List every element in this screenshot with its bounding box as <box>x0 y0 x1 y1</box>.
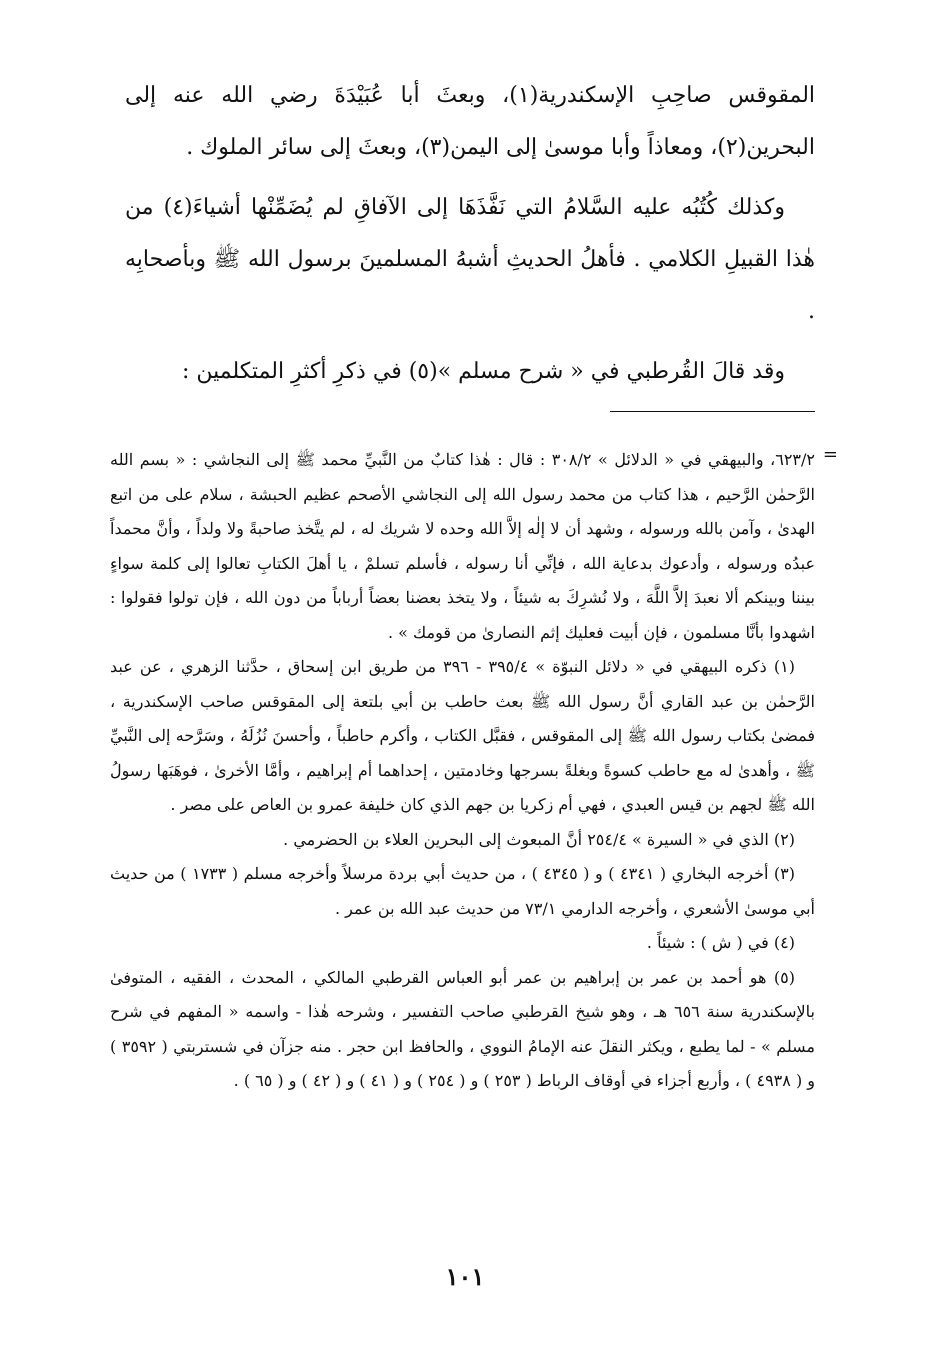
footnote-4: (٤) في ( ش ) : شيئاً . <box>646 933 795 952</box>
footnote-2: (٢) الذي في « السيرة » ٢٥٤/٤ أنَّ المبعوث إلى البحرين العلاء بن الحضرمي . <box>283 829 795 849</box>
footnote-divider <box>610 411 815 412</box>
footnote-continuation-mark: = <box>822 444 838 465</box>
footnote-1: (١) ذكره البيهقي في « دلائل النبوّة » ٣٩٥/٤ - ٣٩٦ من طريق ابن إسحاق ، حدَّثنا الزهري ، عن عبد الرَّحمٰن بن عبد القاري أنَّ رسول الله ﷺ بعث حاطب بن أبي بلتعة إلى المقوقس صاحب الإسكندرية ، فمضىٰ بكتاب رسول الله ﷺ إلى المقوقس ، فقبَّل الكتاب ، وأكرم حاطباً ، وأحسنَ نُزُلَهُ ، وسَرَّحه إلى النَّبيِّ ﷺ ، وأهدىٰ له مع حاطب كسوةً وبغلةً بسرجها وخادمتين ، إحداهما أم إبراهيم ، وأمَّا الأخرىٰ ، فوهَبَها رسولُ الله ﷺ لجهم بن قيس العبدي ، فهي أم زكريا بن جهم الذي كان خليفة عمرو بن العاص على مصر . <box>110 657 815 814</box>
footnote-5: (٥) هو أحمد بن عمر بن إبراهيم بن عمر أبو العباس القرطبي المالكي ، المحدث ، الفقيه ، المتوفىٰ بالإسكندرية سنة ٦٥٦ هـ ، وهو شيخ القرطبي صاحب التفسير ، وشرحه هٰذا - واسمه « المفهم في شرح مسلم » - لما يطبع ، ويكثر النقلَ عنه الإمامُ النووي ، والحافظ ابن حجر . منه جزآن في شستربتي ( ٣٥٩٢ ) و ( ٤٩٣٨ ) ، وأربع أجزاء في أوقاف الرباط ( ٢٥٣ ) و ( ٢٥٤ ) و ( ٤١ ) و ( ٤٢ ) و ( ٦٥ ) . <box>110 967 816 1090</box>
footnotes-block <box>110 443 815 1099</box>
main-paragraph: المقوقس صاحِبِ الإسكندرية(١)، وبعثَ أبا عُبَيْدَةَ رضي الله عنه إلى البحرين(٢)، ومعاذاً وأبا موسىٰ إلى اليمن(٣)، وبعثَ إلى سائر الملوك . <box>125 83 816 160</box>
footnote-3: (٣) أخرجه البخاري ( ٤٣٤١ ) و ( ٤٣٤٥ ) ، من حديث أبي بردة مرسلاً وأخرجه مسلم ( ١٧٣٣ ) من حديث أبي موسىٰ الأشعري ، وأخرجه الدارمي ٧٣/١ من حديث عبد الله بن عمر . <box>110 864 815 918</box>
footnote-continuation: ٦٢٣/٢، والبيهقي في « الدلائل » ٣٠٨/٢ : قال : هٰذا كتابٌ من النَّبيِّ محمد ﷺ إلى النجاشي : « بسم الله الرَّحمٰن الرَّحيم ، هذا كتاب من محمد رسول الله إلى النجاشي الأصحم عظيم الحبشة ، سلام على من اتبع الهدىٰ ، وآمن بالله ورسوله ، وشهد أن لا إلٰه إلاَّ الله وحده لا شريك له ، لم يتَّخذ صاحبةً ولا ولداً ، وأنَّ محمداً عبدُه ورسوله ، وأدعوك بدعاية الله ، فإنِّي أنا رسوله ، فأسلم تسلمْ ، يا أهلَ الكتابِ تعالوا إلى كلمة سواءٍ بيننا وبينكم ألا نعبدَ إلاَّ اللَّهَ ، ولا نُشرِكَ به شيئاً ، ولا يتخذ بعضنا بعضاً أرباباً من دون الله ، فإن تولوا فقولوا : اشهدوا بأنَّا مسلمون ، فإن أبيت فعليك إثم النصارىٰ من قومك » . <box>110 450 815 642</box>
main-paragraph: وقد قالَ القُرطبي في « شرح مسلم »(٥) في ذكرِ أكثرِ المتكلمين : <box>181 359 785 384</box>
page-number: ١٠١ <box>445 1262 485 1291</box>
main-paragraph: وكذلك كُتُبُه عليه السَّلامُ التي نَفَّذَهَا إلى الآفاقِ لم يُضَمِّنْها أشياءَ(٤) من هٰذا القبيلِ الكلامي . فأهلُ الحديثِ أشبهُ المسلمينَ برسول الله ﷺ وبأصحابِه . <box>125 195 815 324</box>
main-text-block <box>125 70 815 398</box>
